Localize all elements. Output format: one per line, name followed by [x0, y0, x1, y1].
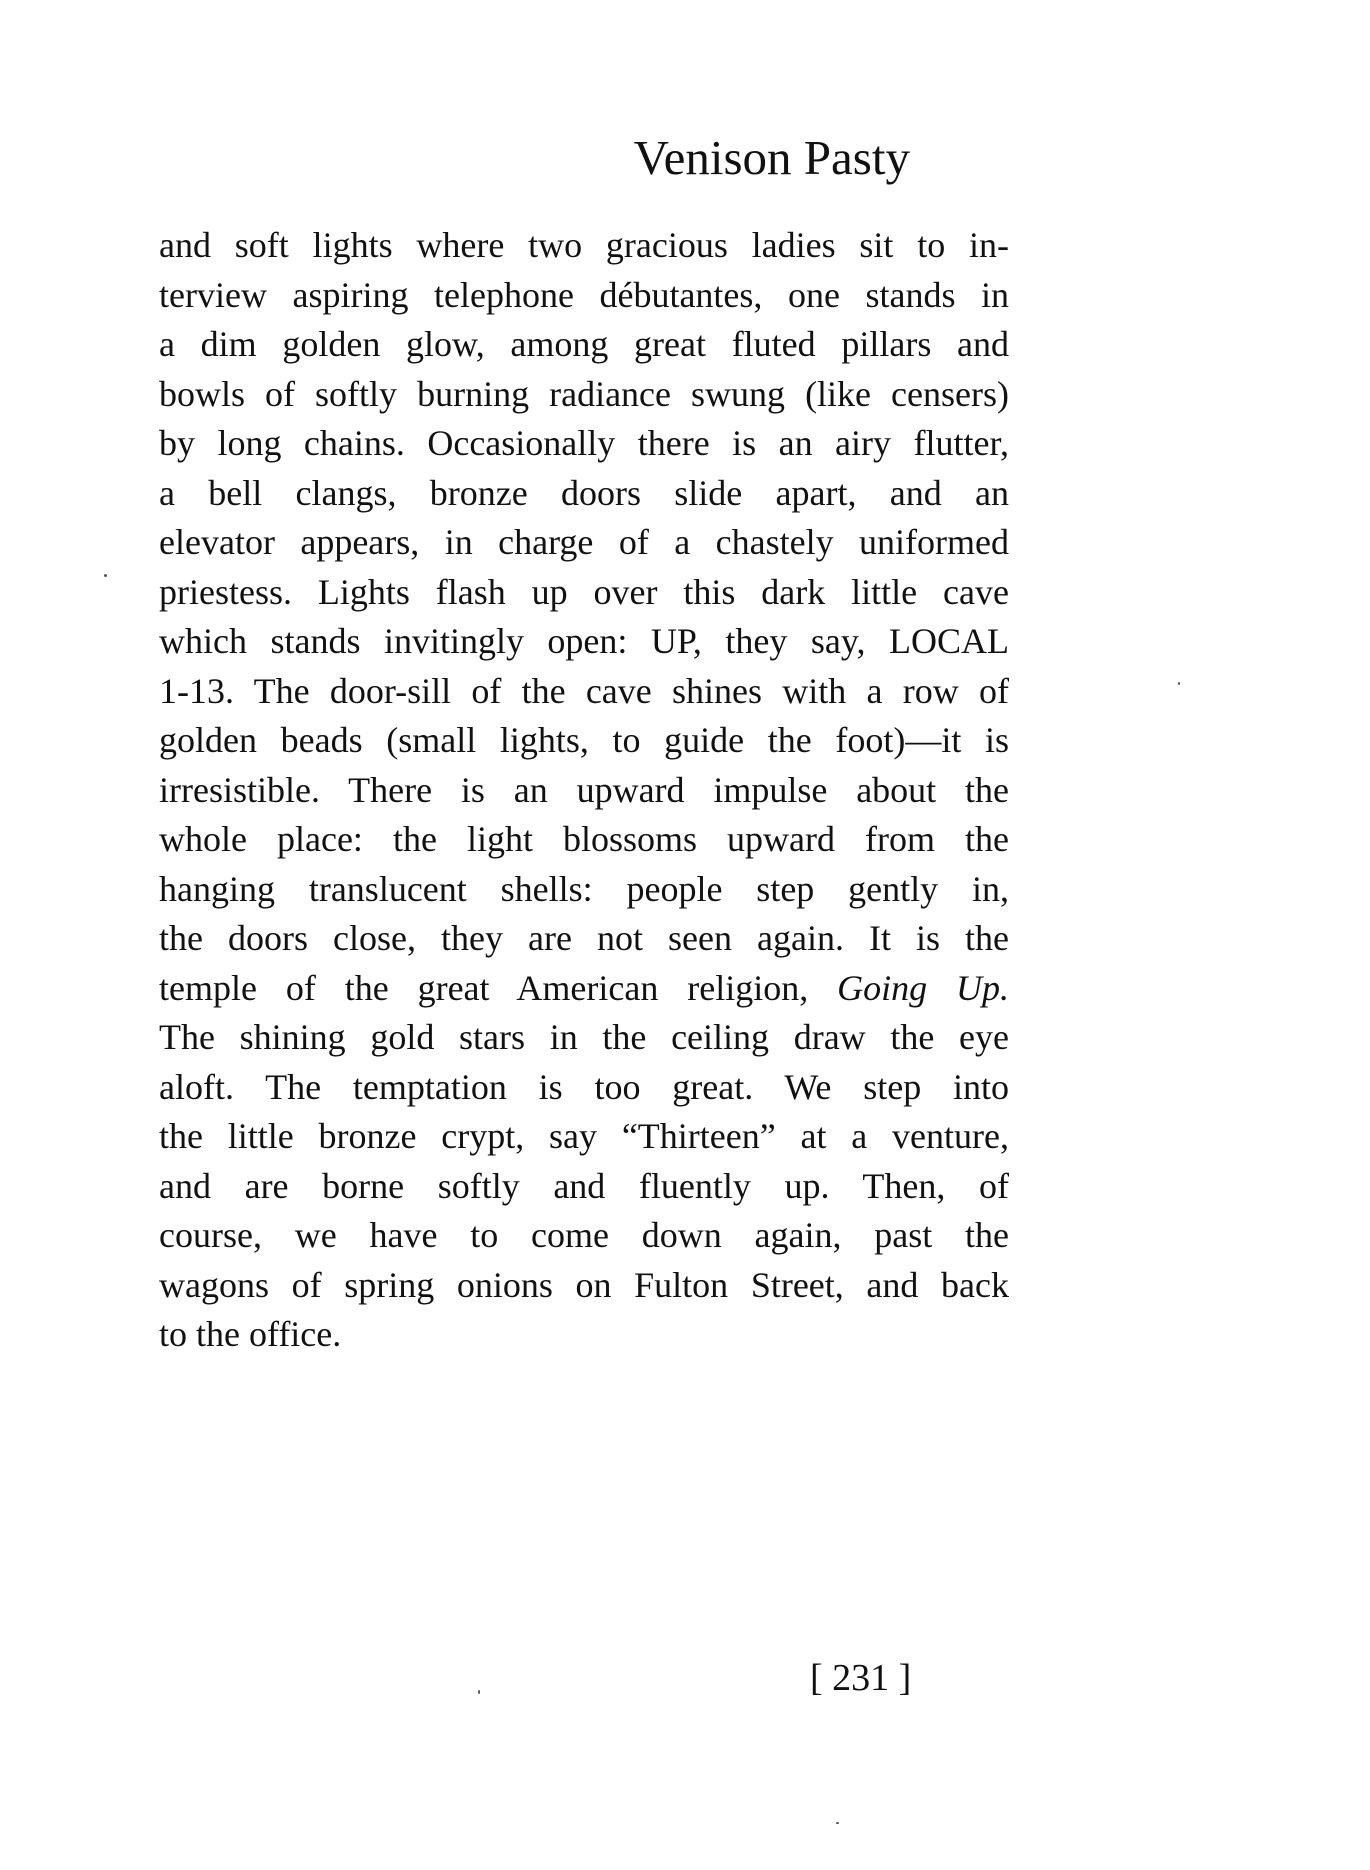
body-paragraph [159, 221, 1009, 1360]
text-line: whole place: the light blossoms upward from the [159, 819, 1009, 859]
text-line: bowls of softly burning radiance swung (like censers) [159, 373, 1009, 414]
scan-speck [478, 1690, 480, 1694]
text-line: and are borne softly and fluently up. Then, of [159, 1165, 1009, 1206]
text-line: golden beads (small lights, to guide the foot)—it is [159, 720, 1009, 760]
text-line: The shining gold stars in the ceiling draw the eye [159, 1017, 1009, 1057]
scan-speck [836, 1822, 839, 1824]
scan-speck [1178, 682, 1180, 685]
text-line-with-italic [159, 964, 1009, 1014]
italic-phrase: Going Up. [837, 967, 1010, 1008]
text-line: the little bronze crypt, say “Thirteen” at a venture, [159, 1116, 1009, 1156]
scan-speck [104, 574, 107, 577]
running-head: Venison Pasty [633, 130, 910, 185]
text-line: aloft. The temptation is too great. We step into [159, 1066, 1009, 1107]
text-line: 1-13. The door-sill of the cave shines with a row of [159, 670, 1009, 711]
text-line: wagons of spring onions on Fulton Street, and back [159, 1264, 1009, 1305]
text-line: and soft lights where two gracious ladies sit to in- [159, 225, 1009, 265]
text-line: priestess. Lights flash up over this dark little cave [159, 571, 1009, 612]
text-line: terview aspiring telephone débutantes, one stands in [159, 274, 1009, 315]
text-line: a dim golden glow, among great fluted pillars and [159, 324, 1009, 364]
text-line: the doors close, they are not seen again. It is the [159, 918, 1009, 958]
text-line: hanging translucent shells: people step gently in, [159, 868, 1009, 909]
text-line-segment: temple of the great American religion, [159, 967, 809, 1008]
text-line: irresistible. There is an upward impulse about the [159, 769, 1009, 810]
page-number: [ 231 ] [810, 1657, 912, 1699]
text-line: by long chains. Occasionally there is an airy flutter, [159, 423, 1009, 463]
text-line: which stands invitingly open: UP, they say, LOCAL [159, 621, 1009, 661]
text-line: a bell clangs, bronze doors slide apart, and an [159, 472, 1009, 513]
text-line: course, we have to come down again, past the [159, 1215, 1009, 1255]
text-line: elevator appears, in charge of a chastely uniformed [159, 522, 1009, 562]
text-line: to the office. [159, 1314, 342, 1354]
